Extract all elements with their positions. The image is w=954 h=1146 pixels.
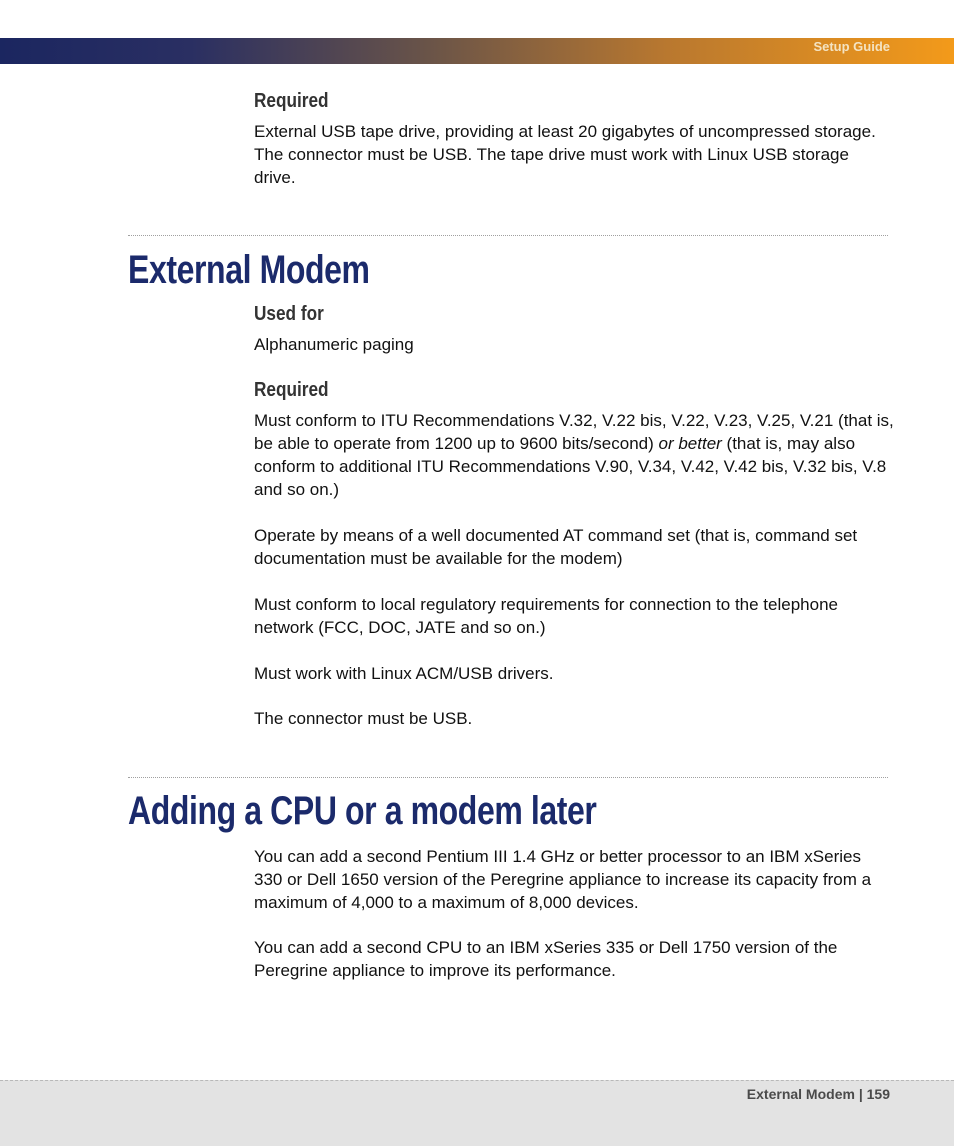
section-title-external-modem: External Modem [128, 248, 370, 292]
header-title: Setup Guide [813, 39, 890, 54]
required-text-intro: External USB tape drive, providing at least 20 gigabytes of uncompressed storage. The connector must be USB. The tape drive must work with Linux USB storage drive. [254, 122, 876, 187]
footer-page-label: External Modem | 159 [746, 1086, 890, 1102]
requirement-5: The connector must be USB. [254, 709, 473, 728]
section-divider [128, 235, 888, 236]
requirement-4: Must work with Linux ACM/USB drivers. [254, 664, 554, 683]
requirement-1-part-b: (that is, may also conform to additional ITU Recommendations V.90, V.34, V.42, V.42 bis, V.32 bis, V.8 and so on.) [254, 434, 887, 499]
used-for-heading: Used for [254, 303, 324, 325]
requirement-1-part-a: Must conform to ITU Recommendations V.32, V.22 bis, V.22, V.23, V.25, V.21 (that is, be able to operate from 1200 up to 9600 bits/second) [254, 411, 894, 453]
used-for-text: Alphanumeric paging [254, 335, 414, 354]
section-title-adding-cpu: Adding a CPU or a modem later [128, 789, 597, 833]
header-bar [0, 38, 954, 64]
requirement-3: Must conform to local regulatory requirements for connection to the telephone network (FCC, DOC, JATE and so on.) [254, 595, 838, 637]
page-footer [0, 1080, 954, 1146]
required-heading-intro: Required [254, 90, 329, 112]
requirement-2: Operate by means of a well documented AT command set (that is, command set documentation must be available for the modem) [254, 526, 858, 568]
requirement-1 [254, 409, 894, 501]
cpu-paragraph-2: You can add a second CPU to an IBM xSeries 335 or Dell 1750 version of the Peregrine appliance to improve its performance. [254, 938, 838, 980]
required-heading-modem: Required [254, 379, 329, 401]
cpu-paragraph-1: You can add a second Pentium III 1.4 GHz or better processor to an IBM xSeries 330 or Dell 1650 version of the Peregrine appliance to increase its capacity from a maximum of 4,000 to a maximum of 8,000 devices. [254, 847, 872, 912]
requirement-1-emphasis: or better [658, 434, 722, 453]
section-divider [128, 777, 888, 778]
